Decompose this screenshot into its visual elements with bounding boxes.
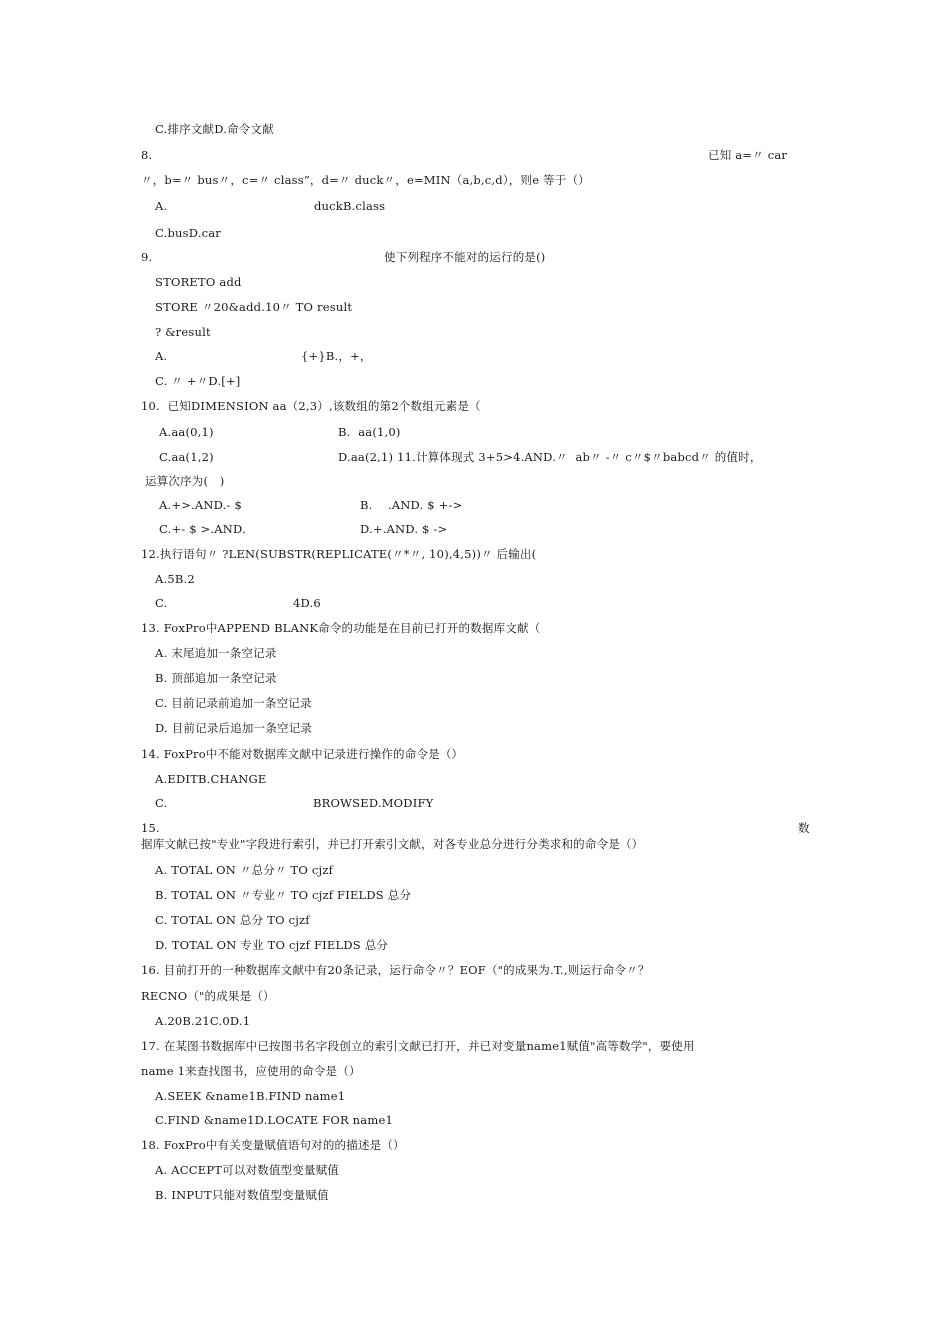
option-line: C. 目前记录前追加一条空记录: [155, 696, 312, 710]
option-line: A.SEEK &name1B.FIND name1: [155, 1089, 346, 1103]
question-text: 使下列程序不能对的运行的是(): [384, 250, 546, 264]
option-line: A. 末尾追加一条空记录: [155, 646, 277, 660]
option-line: C.: [155, 596, 168, 610]
question-text: 运算次序为( ): [145, 474, 225, 488]
question-text: 13. FoxPro中APPEND BLANK命令的功能是在目前已打开的数据库文献（: [141, 621, 541, 635]
question-text: 已知 a=〃 car: [708, 148, 788, 162]
question-text: D.aa(2,1) 11.计算体现式 3+5>4.AND.〃 ab〃 -〃 c〃$〃babcd〃 的值时，: [338, 450, 762, 464]
question-text: 10. 已知DIMENSION aa（2,3）,该数组的第2个数组元素是（: [141, 399, 481, 413]
option-line: C. TOTAL ON 总分 TO cjzf: [155, 913, 310, 927]
option-line: A.: [155, 199, 168, 213]
option-line: A.aa(0,1): [159, 425, 214, 439]
question-text: 数: [798, 821, 810, 835]
option-line: A.EDITB.CHANGE: [155, 772, 267, 786]
question-text: 据库文献已按"专业"字段进行索引，并已打开索引文献，对各专业总分进行分类求和的命令是（）: [141, 837, 644, 851]
option-line: C.: [155, 796, 168, 810]
option-line: C.busD.car: [155, 226, 221, 240]
option-line: B. 顶部追加一条空记录: [155, 671, 277, 685]
option-line: A.20B.21C.0D.1: [155, 1014, 251, 1028]
option-line: D.+.AND. $ ->: [360, 522, 448, 536]
question-text: 17. 在某图书数据库中已按图书名字段创立的索引文献已打开，并已对变量name1赋值"高等数学"，要使用: [141, 1039, 695, 1053]
question-text: 16. 目前打开的一种数据库文献中有20条记录，运行命令〃？EOF（"的成果为.T.,则运行命令〃？: [141, 963, 650, 977]
option-line: C.aa(1,2): [159, 450, 214, 464]
option-line: C.排序文献D.命令文献: [155, 122, 274, 136]
question-number: 15.: [141, 821, 160, 835]
question-text: name 1来查找图书，应使用的命令是（）: [141, 1064, 361, 1078]
option-line: A. TOTAL ON 〃总分〃 TO cjzf: [155, 863, 334, 877]
code-line: STORETO add: [155, 275, 242, 289]
option-line: 4D.6: [293, 596, 321, 610]
question-text: RECNO（"的成果是（）: [141, 989, 275, 1003]
option-line: D. TOTAL ON 专业 TO cjzf FIELDS 总分: [155, 938, 389, 952]
code-line: ? &result: [155, 325, 211, 339]
option-line: A. ACCEPT可以对数值型变量赋值: [155, 1163, 340, 1177]
option-line: B. .AND. $ +->: [360, 498, 463, 512]
code-line: STORE 〃20&add.10〃 TO result: [155, 300, 353, 314]
question-number: 9.: [141, 250, 153, 264]
question-text: 12.执行语句〃 ?LEN(SUBSTR(REPLICATE(〃*〃, 10),4,5))〃 后输出(: [141, 547, 537, 561]
option-line: {+}B.，+，: [301, 349, 372, 363]
question-text: 〃，b=〃 bus〃，c=〃 class”，d=〃 duck〃，e=MIN（a,b,c,d），则e 等于（）: [141, 173, 590, 187]
option-line: duckB.class: [314, 199, 386, 213]
question-text: 14. FoxPro中不能对数据库文献中记录进行操作的命令是（）: [141, 747, 464, 761]
option-line: B. TOTAL ON 〃专业〃 TO cjzf FIELDS 总分: [155, 888, 412, 902]
option-line: A.+>.AND.- $: [159, 498, 242, 512]
question-text: 18. FoxPro中有关变量赋值语句对的的描述是（）: [141, 1138, 405, 1152]
option-line: C.FIND &name1D.LOCATE FOR name1: [155, 1113, 393, 1127]
option-line: C.+- $ >.AND.: [159, 522, 246, 536]
option-line: A.5B.2: [155, 572, 195, 586]
option-line: B. aa(1,0): [338, 425, 401, 439]
option-line: D. 目前记录后追加一条空记录: [155, 721, 313, 735]
option-line: C. 〃 +〃D.[+]: [155, 374, 241, 388]
option-line: BROWSED.MODIFY: [313, 796, 434, 810]
question-number: 8.: [141, 148, 153, 162]
option-line: A.: [155, 349, 168, 363]
option-line: B. INPUT只能对数值型变量赋值: [155, 1188, 329, 1202]
